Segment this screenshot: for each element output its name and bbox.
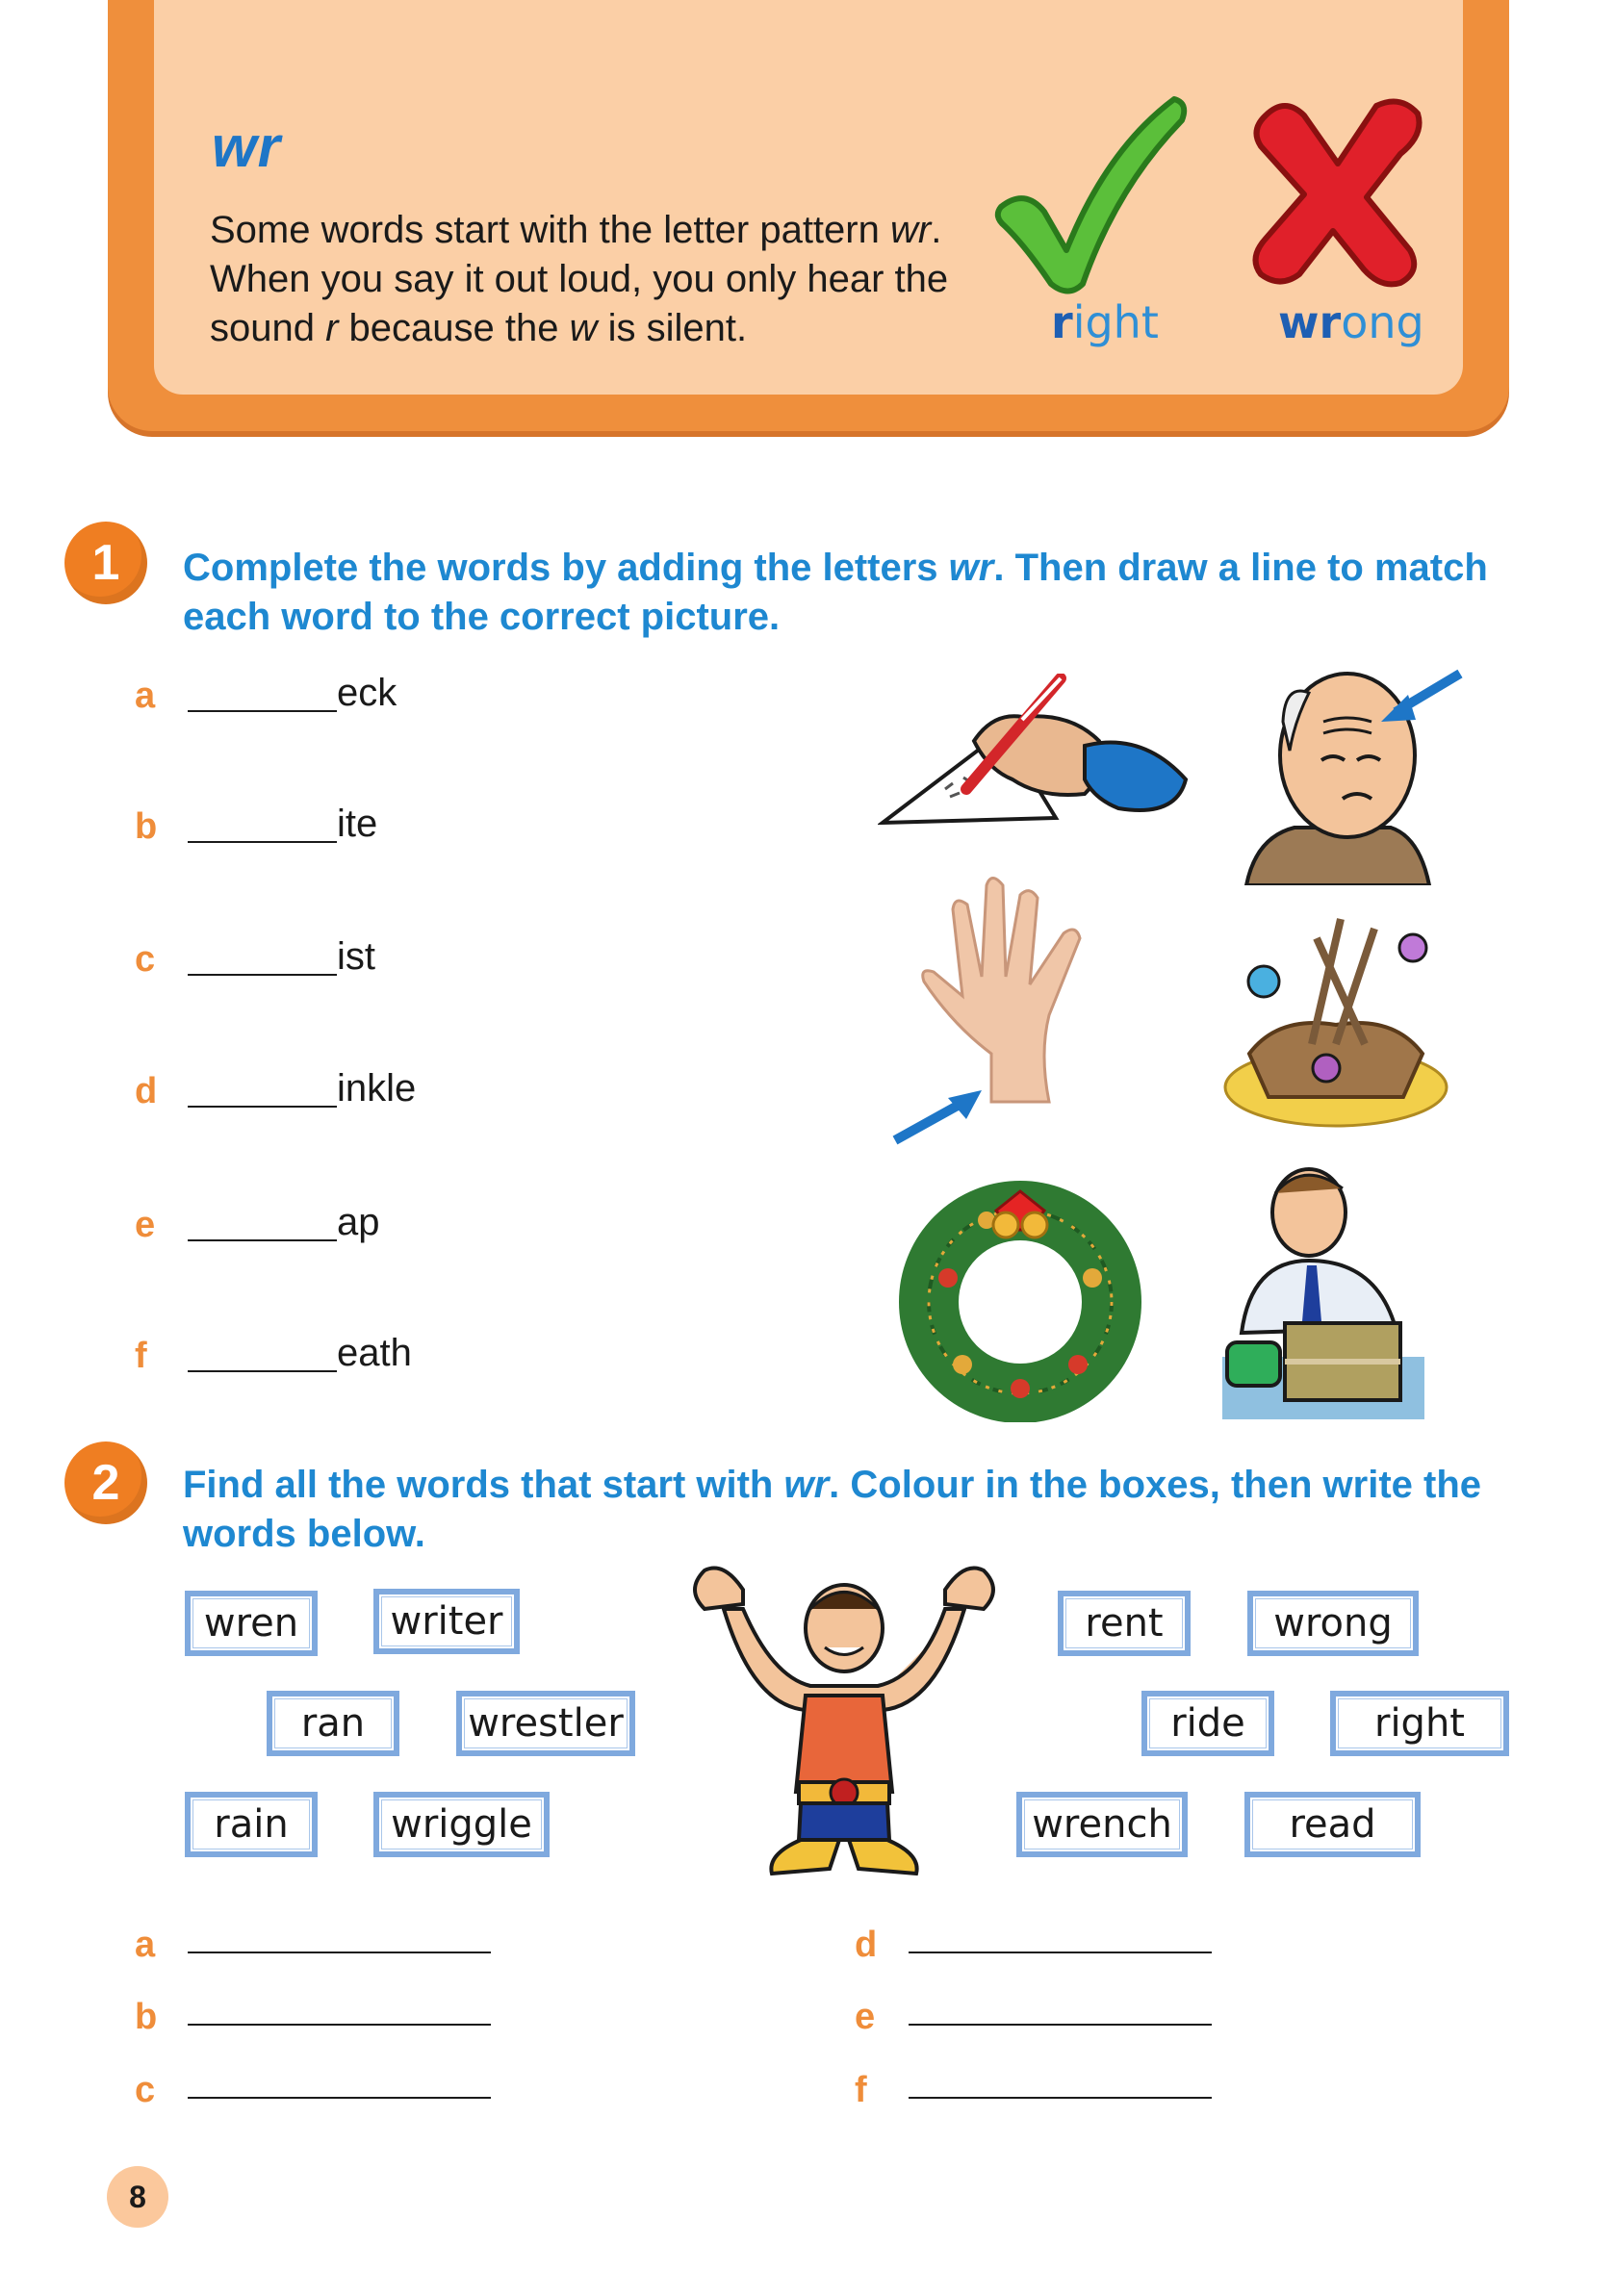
item-a-blank[interactable] <box>188 676 337 712</box>
info-text: Some words start with the letter pattern wr. When you say it out loud, you only hear the sound r because the w is silent. <box>210 209 949 349</box>
word-box-rain[interactable]: rain <box>185 1792 318 1857</box>
item-a-ending: eck <box>337 672 397 714</box>
wreath-picture[interactable] <box>895 1172 1145 1422</box>
answer-b-line[interactable] <box>188 2024 491 2026</box>
item-e[interactable] <box>188 1203 380 1241</box>
word-box-wriggle[interactable]: wriggle <box>373 1792 550 1857</box>
activity-1-instruction: Complete the words by adding the letters wr. Then draw a line to match each word to the correct picture. <box>183 547 1488 638</box>
word-box-rent[interactable]: rent <box>1058 1591 1191 1656</box>
word-box-wrong[interactable]: wrong <box>1247 1591 1419 1656</box>
wrap-parcel-picture[interactable] <box>1222 1164 1424 1419</box>
page-number: 8 <box>107 2166 168 2228</box>
activity-2-instruction: Find all the words that start with wr. Colour in the boxes, then write the words below. <box>183 1464 1482 1555</box>
item-b-ending: ite <box>337 803 378 845</box>
word-box-right[interactable]: right <box>1330 1691 1509 1756</box>
item-f[interactable] <box>188 1334 412 1372</box>
word-box-wrench[interactable]: wrench <box>1016 1792 1188 1857</box>
answer-c-line[interactable] <box>188 2097 491 2099</box>
item-b-blank[interactable] <box>188 806 337 843</box>
right-label: right <box>1051 296 1159 348</box>
word-box-wren[interactable]: wren <box>185 1591 318 1656</box>
answer-d-letter: d <box>855 1925 878 1965</box>
writing-hand-picture[interactable] <box>878 674 1195 837</box>
item-d-blank[interactable] <box>188 1071 337 1108</box>
wrestler-picture <box>685 1551 1003 1878</box>
wrinkle-face-picture[interactable] <box>1237 664 1468 885</box>
word-box-wrestler[interactable]: wrestler <box>456 1691 635 1756</box>
answer-a-line[interactable] <box>188 1952 491 1953</box>
item-f-blank[interactable] <box>188 1336 337 1372</box>
item-f-letter: f <box>135 1336 147 1376</box>
shipwreck-picture[interactable] <box>1220 909 1451 1131</box>
item-a-letter: a <box>135 676 156 716</box>
word-box-ran[interactable]: ran <box>267 1691 399 1756</box>
item-f-ending: eath <box>337 1332 412 1374</box>
item-c-ending: ist <box>337 935 375 978</box>
activity-1-badge: 1 <box>64 522 147 604</box>
answer-e-letter: e <box>855 1997 876 2037</box>
answer-f-letter: f <box>855 2070 867 2110</box>
item-c[interactable] <box>188 937 375 976</box>
item-e-ending: ap <box>337 1201 380 1243</box>
item-e-blank[interactable] <box>188 1205 337 1241</box>
item-d-letter: d <box>135 1071 158 1111</box>
item-b[interactable] <box>188 804 377 843</box>
item-e-letter: e <box>135 1205 156 1245</box>
item-b-letter: b <box>135 806 158 847</box>
item-d-ending: inkle <box>337 1067 417 1110</box>
word-box-ride[interactable]: ride <box>1141 1691 1274 1756</box>
cross-icon <box>1246 96 1429 289</box>
item-c-blank[interactable] <box>188 939 337 976</box>
tick-icon <box>991 91 1193 303</box>
wrong-label: wrong <box>1278 296 1424 348</box>
answer-b-letter: b <box>135 1997 158 2037</box>
item-a[interactable] <box>188 674 397 712</box>
word-box-read[interactable]: read <box>1244 1792 1421 1857</box>
item-d[interactable] <box>188 1069 416 1108</box>
answer-f-line[interactable] <box>909 2097 1212 2099</box>
answer-e-line[interactable] <box>909 2024 1212 2026</box>
answer-c-letter: c <box>135 2070 156 2110</box>
wrist-hand-picture[interactable] <box>885 871 1126 1145</box>
word-box-writer[interactable]: writer <box>373 1589 520 1654</box>
answer-a-letter: a <box>135 1925 156 1965</box>
item-c-letter: c <box>135 939 156 980</box>
answer-d-line[interactable] <box>909 1952 1212 1953</box>
activity-2-badge: 2 <box>64 1441 147 1524</box>
info-title: wr <box>212 115 282 179</box>
